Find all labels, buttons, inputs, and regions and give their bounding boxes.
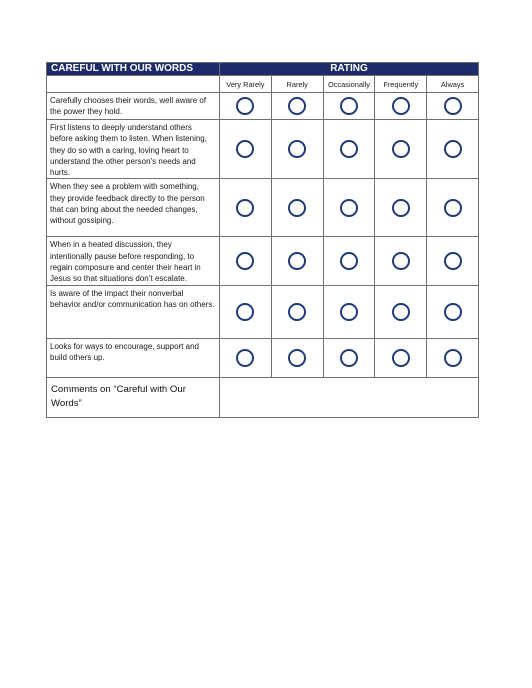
rating-radio-frequently[interactable] (392, 199, 410, 217)
rating-radio-rarely[interactable] (288, 252, 306, 270)
rating-radio-frequently[interactable] (392, 349, 410, 367)
section-title: CAREFUL WITH OUR WORDS (47, 63, 220, 76)
rating-radio-always[interactable] (444, 349, 462, 367)
rating-radio-rarely[interactable] (288, 97, 306, 115)
rating-radio-very-rarely[interactable] (236, 199, 254, 217)
scale-label-occasionally: Occasionally (323, 76, 375, 93)
scale-label-always: Always (427, 76, 479, 93)
rating-radio-rarely[interactable] (288, 199, 306, 217)
rating-radio-very-rarely[interactable] (236, 303, 254, 321)
rating-radio-occasionally[interactable] (340, 303, 358, 321)
rating-radio-always[interactable] (444, 97, 462, 115)
rating-radio-always[interactable] (444, 140, 462, 158)
rating-radio-rarely[interactable] (288, 349, 306, 367)
item-statement: When in a heated discussion, they intentionally pause before responding, to regain composure and center their heart in Jesus so that situations don’t escalate. (47, 237, 220, 285)
comments-label: Comments on “Careful with Our Words” (47, 377, 220, 417)
rating-title: RATING (220, 63, 479, 76)
rating-radio-occasionally[interactable] (340, 199, 358, 217)
rating-radio-very-rarely[interactable] (236, 97, 254, 115)
rating-radio-frequently[interactable] (392, 97, 410, 115)
comments-field[interactable] (220, 377, 479, 417)
rating-radio-always[interactable] (444, 252, 462, 270)
table-header-row (47, 63, 479, 76)
rating-radio-occasionally[interactable] (340, 349, 358, 367)
scale-label-very-rarely: Very Rarely (220, 76, 272, 93)
item-statement: Carefully chooses their words, well aware of the power they hold. (47, 93, 220, 120)
table-row (47, 285, 479, 338)
rating-form-table (46, 62, 479, 418)
rating-radio-very-rarely[interactable] (236, 349, 254, 367)
rating-radio-occasionally[interactable] (340, 97, 358, 115)
table-row (47, 237, 479, 285)
table-row (47, 120, 479, 179)
scale-header-row (47, 76, 479, 93)
table-row (47, 93, 479, 120)
item-statement: First listens to deeply understand others before asking them to listen. When listening, they do so with a caring, loving heart to understand the other person’s needs and hurts. (47, 120, 220, 179)
rating-radio-rarely[interactable] (288, 140, 306, 158)
rating-radio-frequently[interactable] (392, 252, 410, 270)
rating-radio-rarely[interactable] (288, 303, 306, 321)
rating-radio-frequently[interactable] (392, 140, 410, 158)
rating-radio-always[interactable] (444, 199, 462, 217)
rating-radio-very-rarely[interactable] (236, 252, 254, 270)
item-statement: Looks for ways to encourage, support and build others up. (47, 338, 220, 377)
blank-header-cell (47, 76, 220, 93)
rating-radio-very-rarely[interactable] (236, 140, 254, 158)
rating-radio-frequently[interactable] (392, 303, 410, 321)
comments-row (47, 377, 479, 417)
table-row (47, 338, 479, 377)
item-statement: When they see a problem with something, they provide feedback directly to the person that can bring about the needed changes, without gossiping. (47, 179, 220, 237)
rating-radio-occasionally[interactable] (340, 140, 358, 158)
table-row (47, 179, 479, 237)
rating-radio-always[interactable] (444, 303, 462, 321)
scale-label-rarely: Rarely (271, 76, 323, 93)
scale-label-frequently: Frequently (375, 76, 427, 93)
item-statement: Is aware of the impact their nonverbal behavior and/or communication has on others. (47, 285, 220, 338)
rating-radio-occasionally[interactable] (340, 252, 358, 270)
